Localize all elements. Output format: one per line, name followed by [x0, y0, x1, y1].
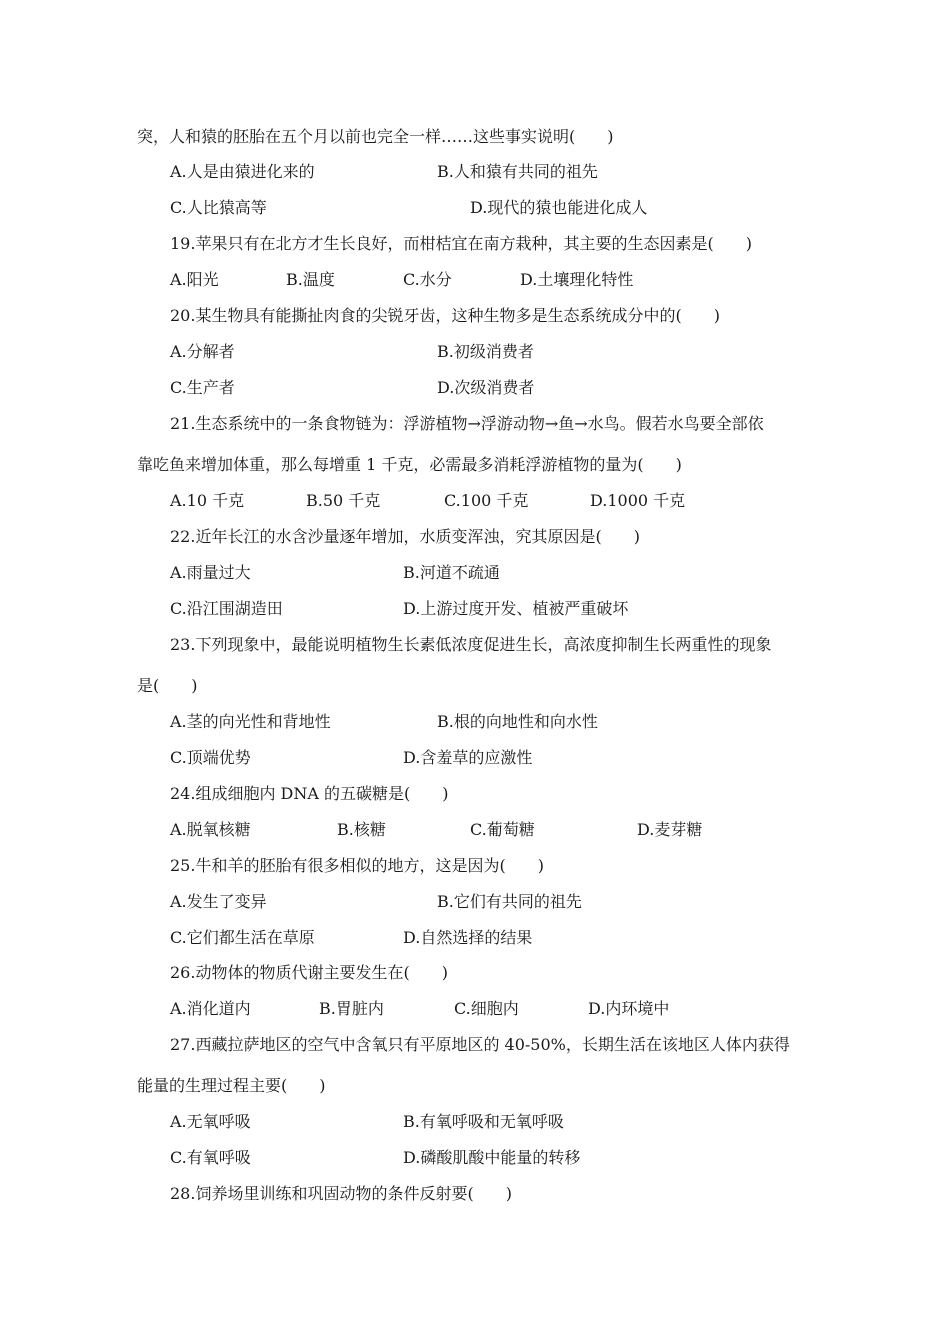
question-22-option-b: B.河道不疏通 — [403, 563, 500, 582]
question-25-option-a: A.发生了变异 — [170, 892, 267, 911]
question-22-stem: 22.近年长江的水含沙量逐年增加，水质变浑浊，究其原因是( ) — [170, 527, 640, 546]
question-23-stem-line-1: 23.下列现象中，最能说明植物生长素低浓度促进生长，高浓度抑制生长两重性的现象 — [170, 635, 772, 654]
question-18-option-c: C.人比猿高等 — [170, 198, 267, 217]
question-27-option-d: D.磷酸肌酸中能量的转移 — [403, 1148, 581, 1167]
question-23-stem-line-2: 是( ) — [137, 676, 198, 695]
question-27-option-c: C.有氧呼吸 — [170, 1148, 251, 1167]
question-21-option-b: B.50 千克 — [306, 491, 381, 510]
question-21-option-a: A.10 千克 — [170, 491, 245, 510]
question-24-option-d: D.麦芽糖 — [637, 820, 703, 839]
question-20-option-c: C.生产者 — [170, 378, 235, 397]
question-24-stem: 24.组成细胞内 DNA 的五碳糖是( ) — [170, 784, 449, 803]
question-27-option-b: B.有氧呼吸和无氧呼吸 — [403, 1112, 564, 1131]
question-25-option-b: B.它们有共同的祖先 — [437, 892, 582, 911]
question-23-option-c: C.顶端优势 — [170, 748, 251, 767]
question-19-stem: 19.苹果只有在北方才生长良好，而柑桔宜在南方栽种，其主要的生态因素是( ) — [170, 234, 752, 253]
question-26-option-c: C.细胞内 — [454, 999, 519, 1018]
question-21-option-c: C.100 千克 — [444, 491, 529, 510]
question-18-stem-tail: 突，人和猿的胚胎在五个月以前也完全一样……这些事实说明( ) — [137, 127, 614, 146]
question-18-option-d: D.现代的猿也能进化成人 — [470, 198, 648, 217]
question-22-option-c: C.沿江围湖造田 — [170, 599, 283, 618]
question-26-option-d: D.内环境中 — [588, 999, 670, 1018]
question-20-stem: 20.某生物具有能撕扯肉食的尖锐牙齿，这种生物多是生态系统成分中的( ) — [170, 306, 720, 325]
question-18-option-b: B.人和猿有共同的祖先 — [437, 162, 598, 181]
question-20-option-d: D.次级消费者 — [437, 378, 535, 397]
question-21-option-d: D.1000 千克 — [590, 491, 686, 510]
question-19-option-d: D.土壤理化特性 — [520, 270, 634, 289]
question-18-option-a: A.人是由猿进化来的 — [170, 162, 315, 181]
question-19-option-c: C.水分 — [403, 270, 452, 289]
question-24-option-a: A.脱氧核糖 — [170, 820, 251, 839]
question-23-option-d: D.含羞草的应激性 — [403, 748, 533, 767]
question-23-option-b: B.根的向地性和向水性 — [437, 712, 598, 731]
question-25-option-d: D.自然选择的结果 — [403, 928, 533, 947]
question-19-option-b: B.温度 — [286, 270, 335, 289]
question-21-stem-line-2: 靠吃鱼来增加体重，那么每增重 1 千克，必需最多消耗浮游植物的量为( ) — [137, 455, 682, 474]
question-26-option-a: A.消化道内 — [170, 999, 251, 1018]
question-23-option-a: A.茎的向光性和背地性 — [170, 712, 331, 731]
question-21-stem-line-1: 21.生态系统中的一条食物链为：浮游植物→浮游动物→鱼→水鸟。假若水鸟要全部依 — [170, 414, 764, 433]
question-20-option-b: B.初级消费者 — [437, 342, 534, 361]
question-22-option-a: A.雨量过大 — [170, 563, 251, 582]
question-28-stem: 28.饲养场里训练和巩固动物的条件反射要( ) — [170, 1184, 512, 1203]
question-24-option-c: C.葡萄糖 — [470, 820, 535, 839]
question-26-stem: 26.动物体的物质代谢主要发生在( ) — [170, 963, 448, 982]
question-27-option-a: A.无氧呼吸 — [170, 1112, 251, 1131]
question-20-option-a: A.分解者 — [170, 342, 235, 361]
question-27-stem-line-1: 27.西藏拉萨地区的空气中含氧只有平原地区的 40-50%，长期生活在该地区人体内获得 — [170, 1035, 790, 1054]
question-26-option-b: B.胃脏内 — [319, 999, 384, 1018]
question-25-option-c: C.它们都生活在草原 — [170, 928, 315, 947]
question-27-stem-line-2: 能量的生理过程主要( ) — [137, 1076, 326, 1095]
question-24-option-b: B.核糖 — [337, 820, 386, 839]
question-25-stem: 25.牛和羊的胚胎有很多相似的地方，这是因为( ) — [170, 856, 544, 875]
question-22-option-d: D.上游过度开发、植被严重破坏 — [403, 599, 629, 618]
question-19-option-a: A.阳光 — [170, 270, 219, 289]
